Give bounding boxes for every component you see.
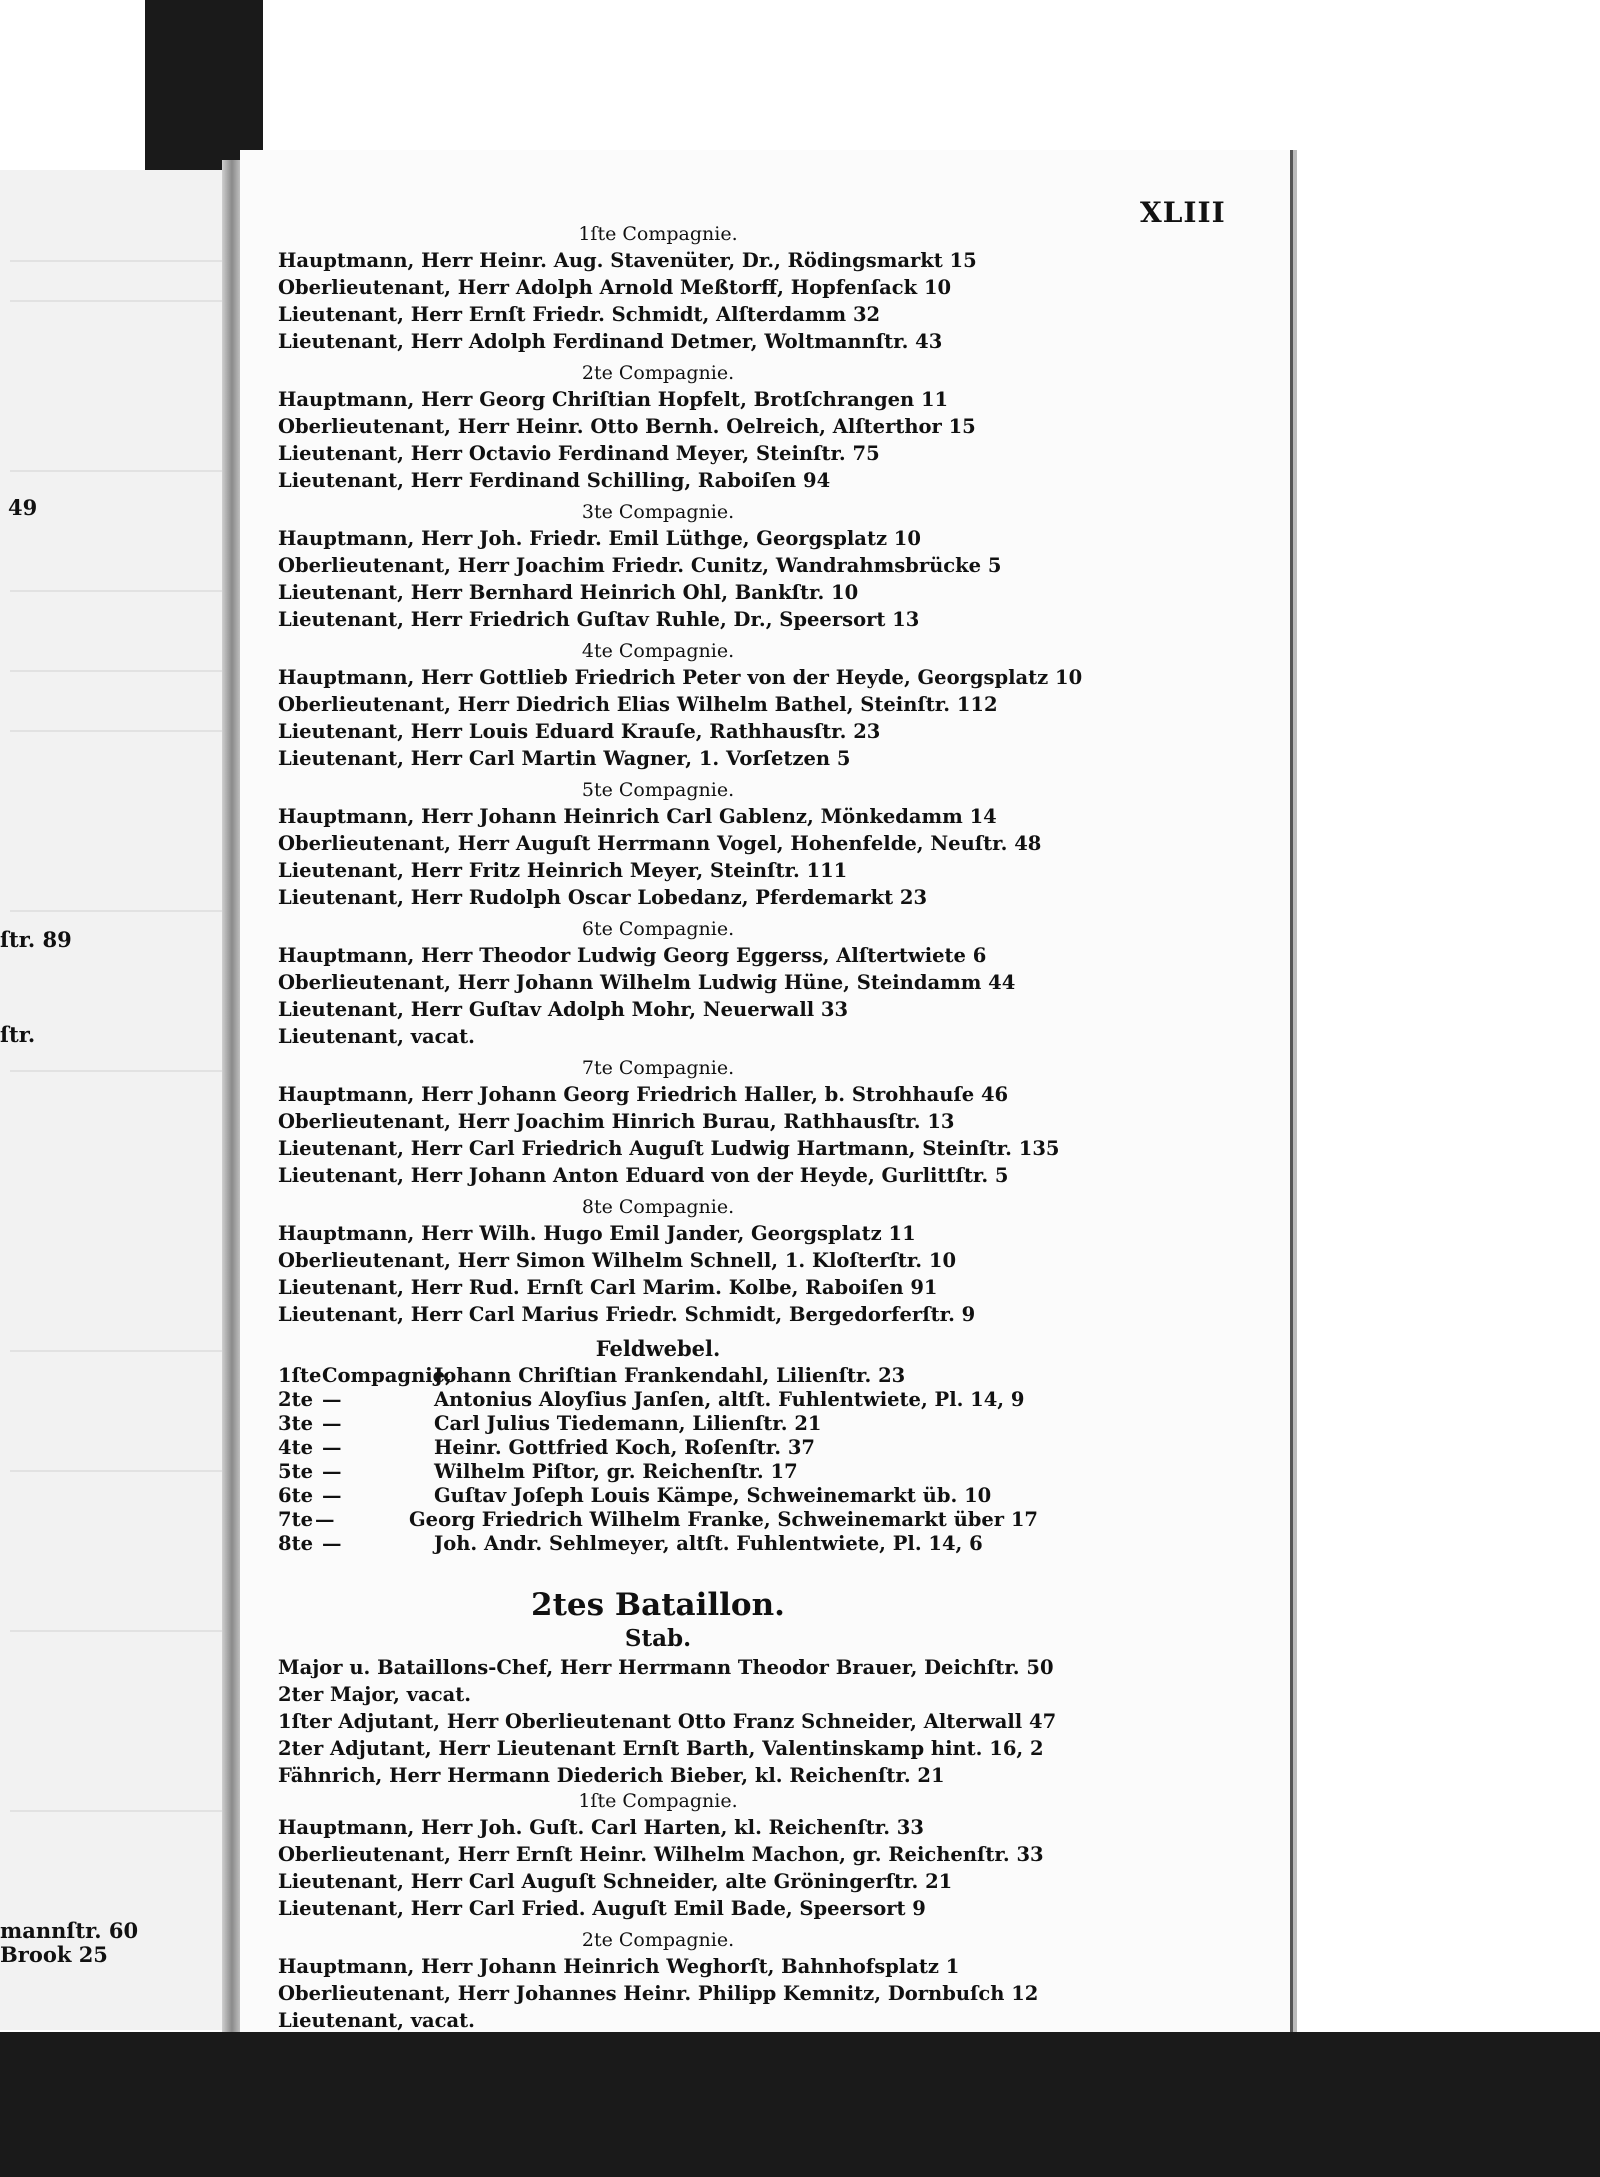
company-heading: 1ſte Compagnie. xyxy=(578,223,738,245)
company-block xyxy=(278,917,1038,1050)
company-block xyxy=(278,778,1042,911)
page-number: XLIII xyxy=(1140,196,1226,229)
officer-entry: Hauptmann, Herr Johann Heinrich Weghorſt, Bahnhofsplatz 1 xyxy=(278,1955,960,1978)
feldwebel-entry: Guſtav Joſeph Louis Kämpe, Schweinemarkt üb. 10 xyxy=(434,1484,992,1507)
company-heading: 8te Compagnie. xyxy=(581,1196,735,1218)
feldwebel-row xyxy=(278,1412,1038,1436)
left-page-fragment: ſtr. xyxy=(0,1022,36,1047)
company-heading: 6te Compagnie. xyxy=(581,918,735,940)
staff-entry: Fähnrich, Herr Hermann Diederich Bieber, kl. Reichenſtr. 21 xyxy=(278,1764,945,1787)
officer-entry: Lieutenant, Herr Carl Marius Friedr. Schmidt, Bergedorferſtr. 9 xyxy=(278,1303,976,1326)
officer-entry: Hauptmann, Herr Johann Heinrich Carl Gablenz, Mönkedamm 14 xyxy=(278,805,997,828)
company-number: 8te xyxy=(278,1532,313,1555)
stab-heading: Stab. xyxy=(624,1625,692,1652)
officer-entry: Lieutenant, Herr Friedrich Guſtav Ruhle, Dr., Speersort 13 xyxy=(278,608,920,631)
feldwebel-entry: Heinr. Gottfried Koch, Roſenſtr. 37 xyxy=(434,1436,815,1459)
feldwebel-entry: Antonius Aloyſius Janſen, altſt. Fuhlentwiete, Pl. 14, 9 xyxy=(434,1388,1025,1411)
officer-entry: Lieutenant, Herr Guſtav Adolph Mohr, Neuerwall 33 xyxy=(278,998,849,1021)
company-block xyxy=(278,1056,1060,1189)
company-block xyxy=(278,1789,1044,1922)
staff-entry: Major u. Bataillons-Chef, Herr Herrmann Theodor Brauer, Deichſtr. 50 xyxy=(278,1656,1054,1679)
officer-entry: Oberlieutenant, Herr Johann Wilhelm Ludwig Hüne, Steindamm 44 xyxy=(278,971,1016,994)
officer-entry: Oberlieutenant, Herr Auguſt Herrmann Vogel, Hohenfelde, Neuſtr. 48 xyxy=(278,832,1042,855)
officer-entry: Lieutenant, Herr Ferdinand Schilling, Raboiſen 94 xyxy=(278,469,831,492)
battalion-1-companies xyxy=(278,222,1083,1328)
battalion-title: 2tes Bataillon. xyxy=(531,1587,785,1623)
officer-entry: Lieutenant, Herr Rud. Ernſt Carl Marim. Kolbe, Raboiſen 91 xyxy=(278,1276,938,1299)
officer-entry: Lieutenant, Herr Ernſt Friedr. Schmidt, Alſterdamm 32 xyxy=(278,303,881,326)
officer-entry: Hauptmann, Herr Gottlieb Friedrich Peter von der Heyde, Georgsplatz 10 xyxy=(278,666,1083,689)
left-page-fragment: ſtr. 89 xyxy=(0,927,72,952)
stab-list xyxy=(278,1654,1057,1789)
company-heading: 1ſte Compagnie. xyxy=(578,1790,738,1812)
company-block xyxy=(278,361,1038,494)
left-page-fragment: mannſtr. 60 xyxy=(0,1918,139,1943)
officer-entry: Hauptmann, Herr Theodor Ludwig Georg Eggerss, Alſtertwiete 6 xyxy=(278,944,987,967)
officer-entry: Lieutenant, Herr Johann Anton Eduard von der Heyde, Gurlittſtr. 5 xyxy=(278,1164,1009,1187)
company-heading: 5te Compagnie. xyxy=(581,779,735,801)
left-page-fragment: 49 xyxy=(8,495,38,520)
staff-entry: 2ter Major, vacat. xyxy=(278,1683,472,1706)
battalion-2-companies xyxy=(278,1789,1044,2061)
feldwebel-row xyxy=(278,1532,1038,1556)
officer-entry: Lieutenant, Herr Carl Auguſt Schneider, alte Gröningerſtr. 21 xyxy=(278,1870,953,1893)
company-number: 5te xyxy=(278,1460,313,1483)
feldwebel-row xyxy=(278,1364,1038,1388)
officer-entry: Hauptmann, Herr Johann Georg Friedrich Haller, b. Strohhauſe 46 xyxy=(278,1083,1009,1106)
officer-entry: Hauptmann, Herr Georg Chriſtian Hopfelt, Brotſchrangen 11 xyxy=(278,388,949,411)
company-label: — xyxy=(314,1508,335,1531)
officer-entry: Oberlieutenant, Herr Joachim Hinrich Burau, Rathhausſtr. 13 xyxy=(278,1110,955,1133)
company-number: 7te xyxy=(278,1508,313,1531)
feldwebel-row xyxy=(278,1508,1038,1532)
officer-entry: Lieutenant, Herr Louis Eduard Krauſe, Rathhausſtr. 23 xyxy=(278,720,881,743)
scan-bottom-edge xyxy=(0,2032,1600,2177)
company-heading: 4te Compagnie. xyxy=(581,640,735,662)
feldwebel-list xyxy=(278,1364,1038,1556)
feldwebel-row xyxy=(278,1388,1038,1412)
company-number: 1ſte xyxy=(278,1364,322,1387)
staff-entry: 2ter Adjutant, Herr Lieutenant Ernſt Barth, Valentinskamp hint. 16, 2 xyxy=(278,1737,1044,1760)
company-block xyxy=(278,639,1083,772)
company-label: Compagnie, xyxy=(322,1364,452,1387)
left-page xyxy=(0,170,232,2030)
officer-entry: Lieutenant, Herr Rudolph Oscar Lobedanz, Pferdemarkt 23 xyxy=(278,886,928,909)
officer-entry: Oberlieutenant, Herr Adolph Arnold Meßtorff, Hopfenſack 10 xyxy=(278,276,952,299)
company-label: — xyxy=(322,1436,342,1459)
company-label: — xyxy=(322,1484,342,1507)
page-content xyxy=(278,222,1083,2067)
company-number: 2te xyxy=(278,1388,313,1411)
officer-entry: Oberlieutenant, Herr Ernſt Heinr. Wilhelm Machon, gr. Reichenſtr. 33 xyxy=(278,1843,1044,1866)
officer-entry: Lieutenant, Herr Bernhard Heinrich Ohl, Bankſtr. 10 xyxy=(278,581,859,604)
company-number: 3te xyxy=(278,1412,313,1435)
officer-entry: Hauptmann, Herr Joh. Guſt. Carl Harten, kl. Reichenſtr. 33 xyxy=(278,1816,924,1839)
feldwebel-entry: Wilhelm Piſtor, gr. Reichenſtr. 17 xyxy=(434,1460,798,1483)
company-heading: 2te Compagnie. xyxy=(581,1929,735,1951)
feldwebel-entry: Joh. Andr. Sehlmeyer, altſt. Fuhlentwiete, Pl. 14, 6 xyxy=(434,1532,983,1555)
officer-entry: Lieutenant, Herr Fritz Heinrich Meyer, Steinſtr. 111 xyxy=(278,859,848,882)
officer-entry: Lieutenant, Herr Carl Friedrich Auguſt Ludwig Hartmann, Steinſtr. 135 xyxy=(278,1137,1060,1160)
officer-entry: Oberlieutenant, Herr Joachim Friedr. Cunitz, Wandrahmsbrücke 5 xyxy=(278,554,1002,577)
officer-entry: Oberlieutenant, Herr Simon Wilhelm Schnell, 1. Kloſterſtr. 10 xyxy=(278,1249,957,1272)
company-block xyxy=(278,1195,1038,1328)
officer-entry: Oberlieutenant, Herr Diedrich Elias Wilhelm Bathel, Steinſtr. 112 xyxy=(278,693,998,716)
feldwebel-row xyxy=(278,1484,1038,1508)
officer-entry: Lieutenant, vacat. xyxy=(278,1025,475,1048)
officer-entry: Hauptmann, Herr Joh. Friedr. Emil Lüthge, Georgsplatz 10 xyxy=(278,527,921,550)
officer-entry: Lieutenant, Herr Octavio Ferdinand Meyer, Steinſtr. 75 xyxy=(278,442,880,465)
officer-entry: Hauptmann, Herr Wilh. Hugo Emil Jander, Georgsplatz 11 xyxy=(278,1222,916,1245)
officer-entry: Lieutenant, Herr Adolph Ferdinand Detmer, Woltmannſtr. 43 xyxy=(278,330,943,353)
company-label: — xyxy=(322,1532,342,1555)
officer-entry: Oberlieutenant, Herr Heinr. Otto Bernh. Oelreich, Alſterthor 15 xyxy=(278,415,976,438)
feldwebel-row xyxy=(278,1460,1038,1484)
staff-entry: 1ſter Adjutant, Herr Oberlieutenant Otto Franz Schneider, Alterwall 47 xyxy=(278,1710,1057,1733)
feldwebel-entry: Georg Friedrich Wilhelm Franke, Schweinemarkt über 17 xyxy=(409,1508,1038,1531)
company-label: — xyxy=(322,1388,342,1411)
left-page-fragment: Brook 25 xyxy=(0,1942,108,1967)
officer-entry: Oberlieutenant, Herr Johannes Heinr. Philipp Kemnitz, Dornbuſch 12 xyxy=(278,1982,1039,2005)
officer-entry: Lieutenant, Herr Carl Fried. Auguſt Emil Bade, Speersort 9 xyxy=(278,1897,926,1920)
officer-entry: Lieutenant, Herr Carl Martin Wagner, 1. Vorſetzen 5 xyxy=(278,747,851,770)
officer-entry: Hauptmann, Herr Heinr. Aug. Stavenüter, Dr., Rödingsmarkt 15 xyxy=(278,249,977,272)
feldwebel-entry: Johann Chriſtian Frankendahl, Lilienſtr. 23 xyxy=(434,1364,906,1387)
company-block xyxy=(278,222,1038,355)
feldwebel-heading: Feldwebel. xyxy=(595,1336,721,1361)
company-label: — xyxy=(322,1460,342,1483)
company-block xyxy=(278,500,1038,633)
feldwebel-entry: Carl Julius Tiedemann, Lilienſtr. 21 xyxy=(434,1412,822,1435)
feldwebel-row xyxy=(278,1436,1038,1460)
company-number: 4te xyxy=(278,1436,313,1459)
company-heading: 3te Compagnie. xyxy=(581,501,735,523)
officer-entry: Lieutenant, vacat. xyxy=(278,2009,475,2032)
company-heading: 7te Compagnie. xyxy=(581,1057,735,1079)
company-number: 6te xyxy=(278,1484,313,1507)
company-heading: 2te Compagnie. xyxy=(581,362,735,384)
company-label: — xyxy=(322,1412,342,1435)
